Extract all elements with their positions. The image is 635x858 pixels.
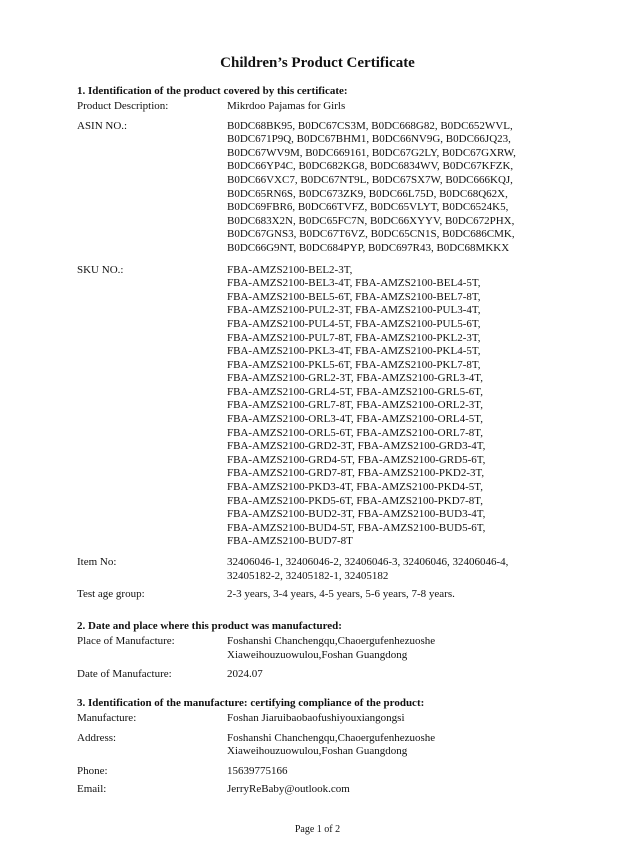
asin-list-line: B0DC683X2N, B0DC65FC7N, B0DC66XYYV, B0DC672PHX, — [227, 214, 515, 227]
section1-heading: 1. Identification of the product covered by this certificate: — [77, 85, 348, 97]
asin-list-line: B0DC65RN6S, B0DC673ZK9, B0DC66L75D, B0DC68Q62X, — [227, 187, 508, 200]
sku-list-line: FBA-AMZS2100-GRD7-8T, FBA-AMZS2100-PKD2-3T, — [227, 467, 485, 480]
sku-list-line: FBA-AMZS2100-GRD4-5T, FBA-AMZS2100-GRD5-6T, — [227, 453, 486, 466]
asin-row — [77, 120, 607, 256]
asin-list-line: B0DC67GNS3, B0DC67T6VZ, B0DC65CN1S, B0DC686CMK, — [227, 228, 515, 241]
sku-list-line: FBA-AMZS2100-BEL3-4T, FBA-AMZS2100-BEL4-5T, — [227, 277, 481, 290]
sku-list-line: FBA-AMZS2100-PUL2-3T, FBA-AMZS2100-PUL3-4T, — [227, 304, 481, 317]
asin-list-line: B0DC66VXC7, B0DC67NT9L, B0DC67SX7W, B0DC666KQJ, — [227, 173, 513, 186]
address-row — [77, 732, 607, 759]
address-value-line: Xiaweihouzuowulou,Foshan Guangdong — [227, 745, 408, 758]
sku-list-line: FBA-AMZS2100-BEL2-3T, — [227, 263, 353, 276]
sku-list-line: FBA-AMZS2100-GRL2-3T, FBA-AMZS2100-GRL3-4T, — [227, 372, 483, 385]
place-of-manufacture-value-line: Xiaweihouzuowulou,Foshan Guangdong — [227, 648, 408, 661]
test-age-group-value: 2-3 years, 3-4 years, 4-5 years, 5-6 years, 7-8 years. — [227, 588, 455, 601]
place-of-manufacture-row — [77, 635, 607, 662]
sku-list-line: FBA-AMZS2100-PKD3-4T, FBA-AMZS2100-PKD4-5T, — [227, 481, 483, 494]
email-value: JerryReBaby@outlook.com — [227, 783, 350, 796]
sku-list-line: FBA-AMZS2100-PKL5-6T, FBA-AMZS2100-PKL7-8T, — [227, 358, 481, 371]
sku-list-line: FBA-AMZS2100-PKL3-4T, FBA-AMZS2100-PKL4-5T, — [227, 345, 481, 358]
sku-label: SKU NO.: — [77, 263, 124, 276]
sku-list-line: FBA-AMZS2100-BUD2-3T, FBA-AMZS2100-BUD3-4T, — [227, 508, 486, 521]
page-number: Page 1 of 2 — [294, 824, 341, 835]
test-age-group-label: Test age group: — [77, 588, 145, 601]
asin-list-line: B0DC66YP4C, B0DC682KG8, B0DC6834WV, B0DC67KFZK, — [227, 160, 514, 173]
address-value — [227, 732, 607, 759]
date-of-manufacture-label: Date of Manufacture: — [77, 668, 172, 681]
address-label: Address: — [77, 731, 117, 744]
item-no-list — [227, 556, 607, 583]
sku-list-line: FBA-AMZS2100-GRL7-8T, FBA-AMZS2100-ORL2-3T, — [227, 399, 483, 412]
item-no-list-line: 32406046-1, 32406046-2, 32406046-3, 32406046, 32406046-4, — [227, 556, 509, 568]
place-of-manufacture-value — [227, 635, 607, 662]
sku-list-line: FBA-AMZS2100-PUL4-5T, FBA-AMZS2100-PUL5-6T, — [227, 317, 481, 330]
manufacture-label: Manufacture: — [77, 712, 137, 724]
email-row — [77, 783, 607, 797]
date-of-manufacture-row — [77, 668, 607, 682]
section-manufacturer-identification — [77, 696, 607, 797]
phone-row — [77, 765, 607, 779]
document-title: Children’s Product Certificate — [220, 55, 415, 71]
address-value-line: Foshanshi Chanchengqu,Chaoergufenhezuoshe — [227, 731, 436, 744]
asin-list-line: B0DC68BK95, B0DC67CS3M, B0DC668G82, B0DC652WVL, — [227, 119, 513, 132]
product-description-label: Product Description: — [77, 100, 169, 112]
place-of-manufacture-label: Place of Manufacture: — [77, 635, 175, 647]
asin-list — [227, 120, 607, 256]
asin-list-line: B0DC66G9NT, B0DC684PYP, B0DC697R43, B0DC68MKKX — [227, 241, 510, 254]
item-no-label: Item No: — [77, 556, 117, 568]
section3-heading: 3. Identification of the manufacture: certifying compliance of the product: — [77, 697, 425, 709]
asin-list-line: B0DC69FBR6, B0DC66TVFZ, B0DC65VLYT, B0DC6524K5, — [227, 201, 509, 214]
sku-list-line: FBA-AMZS2100-BEL5-6T, FBA-AMZS2100-BEL7-8T, — [227, 290, 481, 303]
asin-list-line: B0DC671P9Q, B0DC67BHM1, B0DC66NV9G, B0DC66JQ23, — [227, 133, 511, 146]
sku-list-line: FBA-AMZS2100-GRD2-3T, FBA-AMZS2100-GRD3-4T, — [227, 440, 486, 453]
phone-value: 15639775166 — [227, 764, 288, 777]
sku-row — [77, 264, 607, 549]
manufacture-row — [77, 712, 607, 726]
sku-list-line: FBA-AMZS2100-PUL7-8T, FBA-AMZS2100-PKL2-3T, — [227, 331, 481, 344]
item-no-list-line: 32405182-2, 32405182-1, 32405182 — [227, 569, 389, 582]
place-of-manufacture-value-line: Foshanshi Chanchengqu,Chaoergufenhezuoshe — [227, 635, 436, 647]
sku-list-line: FBA-AMZS2100-BUD7-8T — [227, 535, 353, 548]
item-no-row — [77, 556, 607, 583]
email-label: Email: — [77, 783, 107, 796]
sku-list — [227, 264, 607, 549]
section-product-identification — [77, 84, 607, 602]
asin-list-line: B0DC67WV9M, B0DC669161, B0DC67G2LY, B0DC67GXRW, — [227, 146, 516, 159]
test-age-group-row — [77, 588, 607, 602]
sku-list-line: FBA-AMZS2100-PKD5-6T, FBA-AMZS2100-PKD7-8T, — [227, 494, 483, 507]
sku-list-line: FBA-AMZS2100-GRL4-5T, FBA-AMZS2100-GRL5-6T, — [227, 385, 483, 398]
date-of-manufacture-value: 2024.07 — [227, 668, 263, 681]
sku-list-line: FBA-AMZS2100-ORL5-6T, FBA-AMZS2100-ORL7-8T, — [227, 426, 483, 439]
sku-list-line: FBA-AMZS2100-BUD4-5T, FBA-AMZS2100-BUD5-6T, — [227, 521, 486, 534]
product-description-row — [77, 100, 607, 114]
manufacture-value: Foshan Jiaruibaobaofushiyouxiangongsi — [227, 712, 405, 724]
section2-heading: 2. Date and place where this product was manufactured: — [77, 620, 342, 632]
sku-list-line: FBA-AMZS2100-ORL3-4T, FBA-AMZS2100-ORL4-5T, — [227, 413, 483, 426]
product-description-value: Mikrdoo Pajamas for Girls — [227, 100, 346, 112]
section-manufacture-date-place — [77, 619, 607, 682]
phone-label: Phone: — [77, 764, 108, 777]
asin-label: ASIN NO.: — [77, 119, 128, 132]
